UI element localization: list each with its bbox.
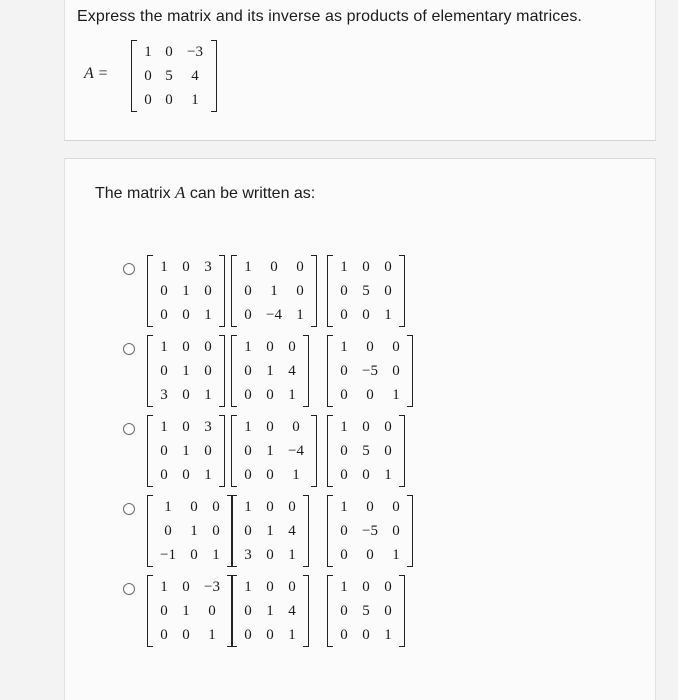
matrix-grid — [333, 415, 399, 487]
matrix-row — [237, 439, 311, 463]
matrix-entry: 0 — [384, 418, 392, 435]
matrix-entry: 1 — [190, 522, 198, 539]
matrix-entry: 3 — [204, 258, 212, 275]
matrix-grid — [237, 335, 303, 407]
matrix-row — [153, 463, 219, 487]
left-bracket — [231, 415, 237, 487]
option-2-matrix-3 — [327, 335, 413, 407]
matrix-entry: 0 — [362, 418, 370, 435]
matrix-entry: 1 — [340, 338, 348, 355]
matrix-row — [153, 623, 227, 647]
matrix-entry: 0 — [244, 522, 252, 539]
matrix-row — [237, 575, 303, 599]
matrix-row — [237, 303, 311, 327]
matrix-entry: 0 — [266, 626, 274, 643]
matrix-row — [153, 439, 219, 463]
matrix-entry: 1 — [288, 626, 296, 643]
left-bracket — [327, 495, 333, 567]
matrix-entry: 1 — [182, 282, 190, 299]
matrix-row — [333, 303, 399, 327]
answer-intro-prefix: The matrix — [95, 185, 176, 202]
right-bracket — [311, 415, 317, 487]
matrix-entry: 1 — [182, 442, 190, 459]
option-5-matrix-1 — [147, 575, 233, 647]
option-3-matrix-2 — [231, 415, 317, 487]
matrix-entry: 0 — [392, 362, 400, 379]
matrix-row — [333, 335, 407, 359]
matrix-entry: 1 — [160, 258, 168, 275]
matrix-entry: 0 — [182, 306, 190, 323]
option-1-matrix-1 — [147, 255, 225, 327]
matrix-entry: 0 — [366, 546, 374, 563]
matrix-row — [237, 495, 303, 519]
option-2-matrix-1 — [147, 335, 225, 407]
matrix-entry: 1 — [288, 386, 296, 403]
left-bracket — [327, 255, 333, 327]
matrix-entry: 1 — [340, 418, 348, 435]
matrix-grid — [153, 575, 227, 647]
left-bracket — [147, 575, 153, 647]
matrix-entry: 0 — [288, 578, 296, 595]
matrix-entry: 1 — [160, 418, 168, 435]
left-bracket — [147, 255, 153, 327]
matrix-entry: −4 — [266, 306, 282, 323]
matrix-entry: −5 — [362, 362, 378, 379]
right-bracket — [219, 415, 225, 487]
matrix-entry: 0 — [340, 602, 348, 619]
matrix-row — [153, 383, 219, 407]
matrix-entry: 0 — [182, 418, 190, 435]
matrix-entry: 0 — [144, 91, 152, 108]
matrix-grid — [333, 335, 407, 407]
matrix-entry: 1 — [160, 578, 168, 595]
matrix-entry: 0 — [160, 466, 168, 483]
matrix-entry: 1 — [384, 626, 392, 643]
right-bracket — [407, 495, 413, 567]
option-4-matrix-2 — [231, 495, 309, 567]
right-bracket — [407, 335, 413, 407]
matrix-entry: 0 — [182, 578, 190, 595]
matrix-entry: 0 — [366, 498, 374, 515]
matrix-row — [333, 383, 407, 407]
matrix-entry: 0 — [244, 442, 252, 459]
matrix-entry: 0 — [366, 338, 374, 355]
option-radio-2[interactable] — [123, 343, 135, 355]
matrix-entry: 1 — [164, 498, 172, 515]
matrix-entry: 0 — [340, 442, 348, 459]
matrix-entry: 0 — [244, 306, 252, 323]
matrix-entry: 1 — [204, 466, 212, 483]
matrix-entry: 1 — [296, 306, 304, 323]
right-bracket — [399, 415, 405, 487]
matrix-entry: 1 — [384, 466, 392, 483]
matrix-entry: 0 — [340, 466, 348, 483]
left-bracket — [231, 495, 237, 567]
matrix-entry: 0 — [392, 338, 400, 355]
matrix-row — [333, 415, 399, 439]
option-5-matrix-3 — [327, 575, 405, 647]
matrix-entry: 0 — [288, 338, 296, 355]
right-bracket — [399, 575, 405, 647]
matrix-grid — [333, 255, 399, 327]
matrix-entry: 5 — [165, 67, 173, 84]
matrix-entry: 1 — [244, 418, 252, 435]
matrix-row — [237, 519, 303, 543]
left-bracket — [231, 575, 237, 647]
matrix-entry: 0 — [362, 578, 370, 595]
matrix-entry: 0 — [266, 386, 274, 403]
matrix-entry: 0 — [160, 626, 168, 643]
matrix-grid — [237, 495, 303, 567]
matrix-row — [137, 64, 211, 88]
matrix-entry: 1 — [144, 43, 152, 60]
matrix-row — [237, 359, 303, 383]
matrix-entry: 0 — [244, 626, 252, 643]
matrix-entry: 0 — [270, 258, 278, 275]
matrix-entry: 0 — [392, 498, 400, 515]
matrix-entry: 4 — [288, 362, 296, 379]
matrix-grid — [237, 415, 311, 487]
matrix-entry: 1 — [292, 466, 300, 483]
matrix-entry: 0 — [204, 442, 212, 459]
matrix-A-label — [84, 65, 108, 83]
matrix-row — [333, 623, 399, 647]
matrix-row — [237, 415, 311, 439]
right-bracket — [311, 255, 317, 327]
matrix-row — [333, 543, 407, 567]
matrix-entry: 0 — [144, 67, 152, 84]
right-bracket — [303, 575, 309, 647]
matrix-entry: 0 — [266, 498, 274, 515]
right-bracket — [219, 335, 225, 407]
answer-intro-variable: A — [175, 183, 186, 202]
matrix-entry: 1 — [288, 546, 296, 563]
matrix-entry: 1 — [266, 602, 274, 619]
matrix-row — [333, 519, 407, 543]
matrix-entry: 1 — [191, 91, 199, 108]
matrix-A — [131, 40, 217, 112]
matrix-entry: 0 — [266, 338, 274, 355]
matrix-entry: 0 — [244, 362, 252, 379]
matrix-entry: 0 — [362, 258, 370, 275]
matrix-entry: 1 — [266, 522, 274, 539]
matrix-row — [137, 40, 211, 64]
matrix-entry: 0 — [340, 546, 348, 563]
answer-card — [64, 158, 656, 700]
matrix-row — [153, 335, 219, 359]
matrix-entry: 1 — [182, 362, 190, 379]
matrix-entry: 0 — [212, 498, 220, 515]
matrix-row — [333, 575, 399, 599]
matrix-entry: 0 — [208, 602, 216, 619]
matrix-grid — [153, 415, 219, 487]
matrix-entry: 0 — [160, 442, 168, 459]
matrix-entry: 1 — [270, 282, 278, 299]
option-4-matrix-1 — [147, 495, 233, 567]
matrix-entry: 0 — [266, 578, 274, 595]
matrix-entry: 1 — [340, 578, 348, 595]
matrix-entry: −1 — [160, 546, 176, 563]
matrix-entry: 0 — [182, 386, 190, 403]
right-bracket — [303, 335, 309, 407]
matrix-A-label-text: A = — [84, 65, 109, 82]
matrix-entry: −5 — [362, 522, 378, 539]
matrix-grid — [153, 255, 219, 327]
matrix-entry: 0 — [182, 338, 190, 355]
matrix-entry: 0 — [244, 602, 252, 619]
matrix-entry: 1 — [392, 546, 400, 563]
matrix-grid — [137, 40, 211, 112]
matrix-entry: 1 — [266, 362, 274, 379]
matrix-entry: 4 — [288, 602, 296, 619]
matrix-entry: 0 — [384, 602, 392, 619]
matrix-row — [153, 575, 227, 599]
option-radio-1[interactable] — [123, 263, 135, 275]
matrix-entry: 0 — [340, 386, 348, 403]
matrix-entry: 5 — [362, 442, 370, 459]
matrix-entry: 0 — [190, 498, 198, 515]
question-card — [64, 0, 656, 141]
matrix-entry: 0 — [362, 626, 370, 643]
matrix-entry: 0 — [366, 386, 374, 403]
matrix-entry: 1 — [212, 546, 220, 563]
matrix-entry: 0 — [340, 282, 348, 299]
left-bracket — [327, 415, 333, 487]
matrix-entry: 0 — [204, 338, 212, 355]
option-3-matrix-1 — [147, 415, 225, 487]
matrix-entry: −4 — [288, 442, 304, 459]
left-bracket — [327, 575, 333, 647]
option-3-matrix-3 — [327, 415, 405, 487]
matrix-entry: 1 — [392, 386, 400, 403]
matrix-entry: −3 — [187, 43, 203, 60]
matrix-entry: 1 — [266, 442, 274, 459]
matrix-entry: 0 — [160, 362, 168, 379]
matrix-row — [153, 415, 219, 439]
matrix-entry: 0 — [160, 282, 168, 299]
matrix-entry: 0 — [182, 626, 190, 643]
matrix-entry: 0 — [182, 258, 190, 275]
matrix-entry: 1 — [384, 306, 392, 323]
matrix-entry: 0 — [340, 626, 348, 643]
matrix-row — [333, 279, 399, 303]
matrix-row — [333, 255, 399, 279]
matrix-entry: 0 — [244, 282, 252, 299]
matrix-entry: 1 — [208, 626, 216, 643]
matrix-row — [153, 279, 219, 303]
matrix-entry: 0 — [160, 306, 168, 323]
left-bracket — [231, 255, 237, 327]
matrix-entry: 0 — [340, 362, 348, 379]
matrix-entry: 1 — [160, 338, 168, 355]
matrix-row — [153, 599, 227, 623]
matrix-row — [333, 439, 399, 463]
right-bracket — [219, 255, 225, 327]
matrix-grid — [333, 495, 407, 567]
matrix-entry: 0 — [362, 306, 370, 323]
matrix-entry: 3 — [160, 386, 168, 403]
matrix-entry: 0 — [204, 362, 212, 379]
matrix-entry: 3 — [204, 418, 212, 435]
option-2-matrix-2 — [231, 335, 309, 407]
left-bracket — [327, 335, 333, 407]
matrix-row — [333, 359, 407, 383]
matrix-grid — [237, 255, 311, 327]
matrix-entry: 4 — [288, 522, 296, 539]
left-bracket — [147, 335, 153, 407]
matrix-entry: 1 — [244, 578, 252, 595]
matrix-entry: 5 — [362, 282, 370, 299]
answer-intro — [95, 183, 315, 203]
matrix-entry: 0 — [182, 466, 190, 483]
option-1-matrix-2 — [231, 255, 317, 327]
option-radio-5[interactable] — [123, 583, 135, 595]
matrix-row — [153, 359, 219, 383]
matrix-row — [237, 599, 303, 623]
matrix-row — [137, 88, 211, 112]
matrix-row — [237, 623, 303, 647]
left-bracket — [147, 415, 153, 487]
matrix-row — [237, 543, 303, 567]
matrix-entry: −3 — [204, 578, 220, 595]
matrix-entry: 0 — [266, 466, 274, 483]
matrix-row — [237, 335, 303, 359]
matrix-row — [153, 495, 227, 519]
matrix-entry: 0 — [165, 91, 173, 108]
matrix-entry: 4 — [191, 67, 199, 84]
right-bracket — [399, 255, 405, 327]
matrix-row — [333, 463, 399, 487]
option-radio-4[interactable] — [123, 503, 135, 515]
matrix-entry: 3 — [244, 546, 252, 563]
option-4-matrix-3 — [327, 495, 413, 567]
matrix-grid — [153, 335, 219, 407]
matrix-entry: 0 — [165, 43, 173, 60]
matrix-row — [237, 383, 303, 407]
matrix-entry: 0 — [190, 546, 198, 563]
matrix-entry: 1 — [244, 338, 252, 355]
matrix-entry: 1 — [204, 386, 212, 403]
matrix-row — [153, 519, 227, 543]
matrix-entry: 5 — [362, 602, 370, 619]
left-bracket — [231, 335, 237, 407]
matrix-entry: 0 — [384, 442, 392, 459]
question-text: Express the matrix and its inverse as products of elementary matrices. — [77, 8, 582, 25]
option-5-matrix-2 — [231, 575, 309, 647]
matrix-entry: 0 — [160, 602, 168, 619]
matrix-entry: 0 — [362, 466, 370, 483]
matrix-entry: 0 — [296, 258, 304, 275]
matrix-grid — [333, 575, 399, 647]
matrix-entry: 1 — [340, 258, 348, 275]
matrix-entry: 0 — [384, 282, 392, 299]
matrix-entry: 0 — [340, 522, 348, 539]
matrix-entry: 0 — [296, 282, 304, 299]
matrix-entry: 0 — [244, 386, 252, 403]
matrix-entry: 0 — [340, 306, 348, 323]
matrix-row — [333, 599, 399, 623]
matrix-grid — [153, 495, 227, 567]
matrix-row — [153, 255, 219, 279]
matrix-row — [237, 255, 311, 279]
matrix-entry: 0 — [266, 418, 274, 435]
right-bracket — [303, 495, 309, 567]
matrix-entry: 0 — [384, 578, 392, 595]
matrix-entry: 0 — [288, 498, 296, 515]
matrix-row — [237, 279, 311, 303]
matrix-entry: 0 — [392, 522, 400, 539]
matrix-entry: 1 — [244, 258, 252, 275]
matrix-entry: 0 — [204, 282, 212, 299]
matrix-entry: 1 — [244, 498, 252, 515]
left-bracket — [147, 495, 153, 567]
left-bracket — [131, 40, 137, 112]
matrix-entry: 0 — [244, 466, 252, 483]
matrix-row — [153, 543, 227, 567]
matrix-row — [333, 495, 407, 519]
option-radio-3[interactable] — [123, 423, 135, 435]
matrix-entry: 0 — [212, 522, 220, 539]
matrix-entry: 0 — [384, 258, 392, 275]
matrix-entry: 1 — [204, 306, 212, 323]
option-1-matrix-3 — [327, 255, 405, 327]
matrix-entry: 1 — [340, 498, 348, 515]
matrix-entry: 0 — [292, 418, 300, 435]
matrix-entry: 0 — [164, 522, 172, 539]
matrix-row — [153, 303, 219, 327]
matrix-entry: 1 — [182, 602, 190, 619]
matrix-grid — [237, 575, 303, 647]
matrix-row — [237, 463, 311, 487]
matrix-entry: 0 — [266, 546, 274, 563]
right-bracket — [211, 40, 217, 112]
answer-intro-suffix: can be written as: — [185, 185, 316, 202]
